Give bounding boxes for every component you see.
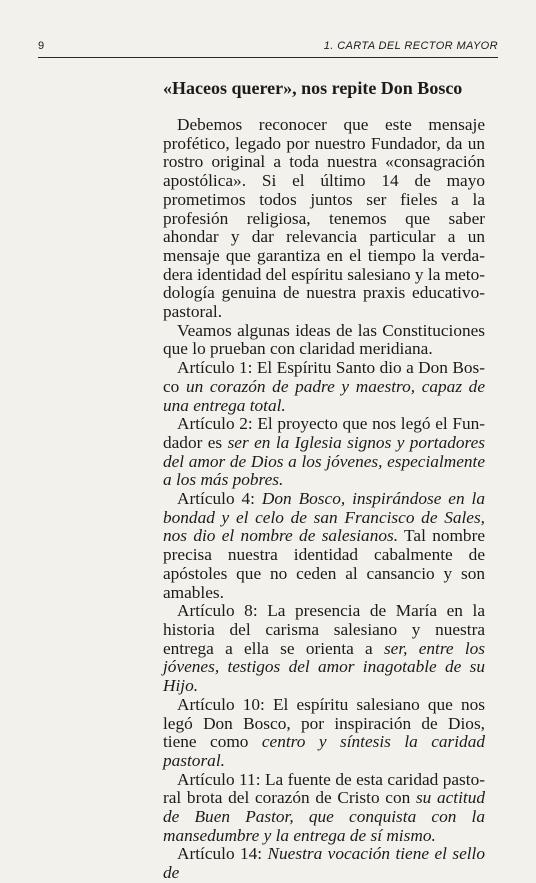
article-lead: Artículo 11: La fuente de esta caridad pastoral brota del corazón de Cristo con [163,769,485,808]
article-lead: Artículo 1: El Espíritu Santo dio a Don Bosco [163,358,485,396]
paragraph-article-1 [163,359,485,415]
article-lead: Artículo 2: El proyecto que nos legó el Fundador es [163,414,485,452]
paragraph-text: Debemos reconocer que este mensaje profético, legado por nuestro Fundador, da un rostro original a toda nuestra «consagración apostólica». Si el último 14 de mayo prometimos todos juntos ser fieles a la profesión religiosa, tenemos que saber ahondar y dar relevancia particular a un mensaje que garantiza en el tiempo la verdadera identidad del espíritu salesiano y la metodología genuina de nuestra praxis educativo-pastoral. [163,115,486,322]
article-quote: Don Bosco, inspirándose en la bondad y el celo de san Francisco de Sales, nos dio el nombre de salesianos. [163,489,485,546]
article-lead: Artículo 8: La presencia de María en la historia del carisma salesiano y nuestra entrega a ella se orienta a [163,601,485,658]
article-quote: ser, entre los jóvenes, testigos del amor inagotable de su Hijo. [163,638,485,696]
article-quote: un corazón de padre y maestro, capaz de una entrega total. [163,376,485,415]
section-heading: «Haceos querer», nos repite Don Bosco [163,78,463,98]
paragraph-constitutions [163,322,485,359]
paragraph-text: Veamos algunas ideas de las Constituciones que lo prueban con claridad meridiana. [163,320,485,359]
article-tail: Tal nombre precisa nuestra identidad cabalmente de apóstoles que no ceden al cansancio y son amables. [163,526,485,602]
chapter-title: 1. CARTA DEL RECTOR MAYOR [323,40,498,52]
paragraph-intro [163,116,485,322]
paragraph-article-14 [163,845,485,882]
article-lead: Artículo 10: El espíritu salesiano que nos legó Don Bosco, por inspiración de Dios, tiene como [163,694,485,752]
page-number: 9 [38,40,45,52]
paragraph-article-10 [163,696,485,771]
paragraph-article-11 [163,771,485,846]
article-quote: centro y síntesis la caridad pastoral. [163,732,485,770]
article-quote: ser en la Iglesia signos y portadores del amor de Dios a los jóvenes, especialmente a los más pobres. [163,432,485,490]
paragraph-article-4 [163,490,485,602]
article-lead: Artículo 14: [177,844,268,864]
body-text [163,116,485,883]
paragraph-article-2 [163,415,485,490]
header-rule [38,57,498,58]
article-quote: su actitud de Buen Pastor, que conquista con la mansedumbre y la entrega de sí mismo. [163,788,485,845]
article-quote: Nuestra vocación tiene el sello de [163,844,485,883]
running-head [38,40,498,56]
paragraph-article-8 [163,602,485,696]
article-lead: Artículo 4: [177,489,262,509]
